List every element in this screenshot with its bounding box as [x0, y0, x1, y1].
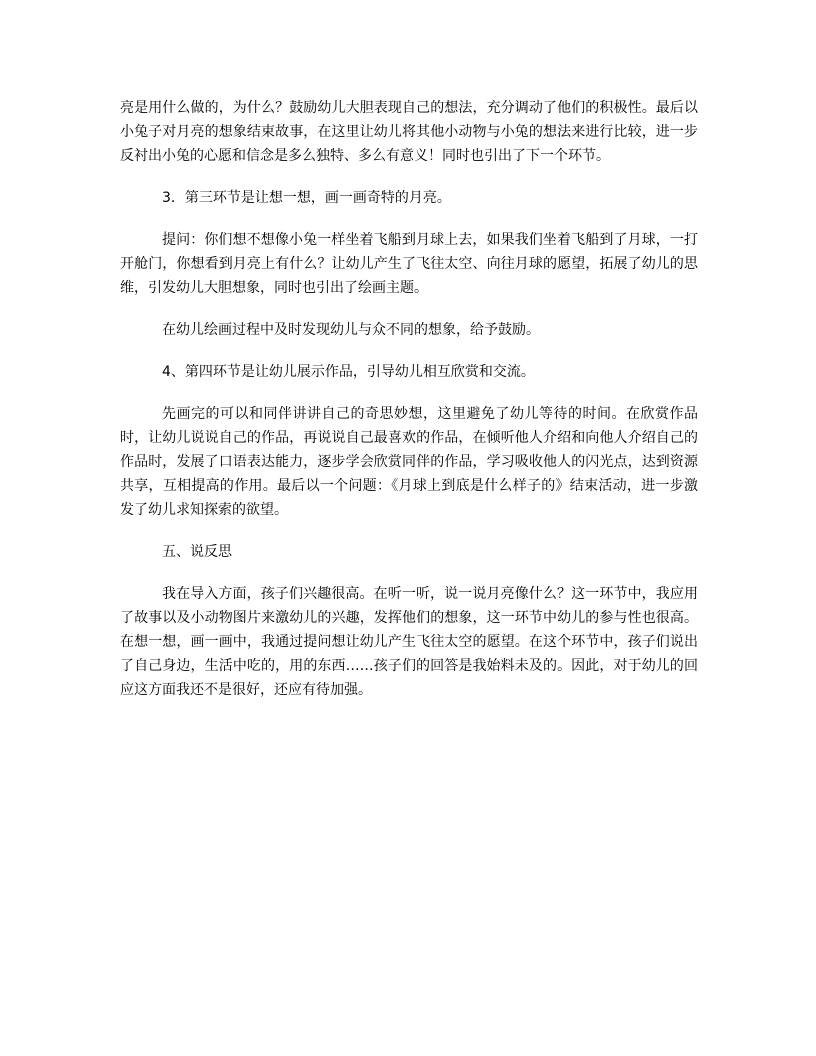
paragraph-reflection: 我在导入方面，孩子们兴趣很高。在听一听，说一说月亮像什么？这一环节中，我应用了故事以及小动物图片来激幼儿的兴趣，发挥他们的想象，这一环节中幼儿的参与性也很高。在想一想，画一画中，我通过提问想让幼儿产生飞往太空的愿望。在这个环节中，孩子们说出了自己身边，生活中吃的，用的东西……孩子们的回答是我始料未及的。因此，对于幼儿的回应这方面我还不是很好，还应有待加强。	[120, 586, 698, 698]
paragraph-sharing: 先画完的可以和同伴讲讲自己的奇思妙想，这里避免了幼儿等待的时间。在欣赏作品时，让幼儿说说自己的作品，再说说自己最喜欢的作品，在倾听他人介绍和向他人介绍自己的作品时，发展了口语表达能力，逐步学会欣赏同伴的作品，学习吸收他人的闪光点，达到资源共享，互相提高的作用。最后以一个问题：《月球上到底是什么样子的》结束活动，进一步激发了幼儿求知探索的欲望。	[120, 406, 698, 518]
paragraph-encourage: 在幼儿绘画过程中及时发现幼儿与众不同的想象，给予鼓励。	[162, 322, 540, 338]
document-body	[120, 96, 698, 720]
paragraph-continuation: 亮是用什么做的，为什么？鼓励幼儿大胆表现自己的想法，充分调动了他们的积极性。最后以小兔子对月亮的想象结束故事，在这里让幼儿将其他小动物与小兔的想法来进行比较，进一步反衬出小兔的心愿和信念是多么独特、多么有意义！同时也引出了下一个环节。	[120, 100, 698, 164]
paragraph-question: 提问：你们想不想像小兔一样坐着飞船到月球上去，如果我们坐着飞船到了月球，一打开舱门，你想看到月亮上有什么？让幼儿产生了飞往太空、向往月球的愿望，拓展了幼儿的思维，引发幼儿大胆想象，同时也引出了绘画主题。	[120, 232, 698, 296]
section-reflection-heading: 五、说反思	[162, 544, 232, 560]
section-step-4-heading: 4、第四环节是让幼儿展示作品，引导幼儿相互欣赏和交流。	[162, 364, 535, 380]
section-step-3-heading: 3．第三环节是让想一想，画一画奇特的月亮。	[162, 190, 451, 206]
